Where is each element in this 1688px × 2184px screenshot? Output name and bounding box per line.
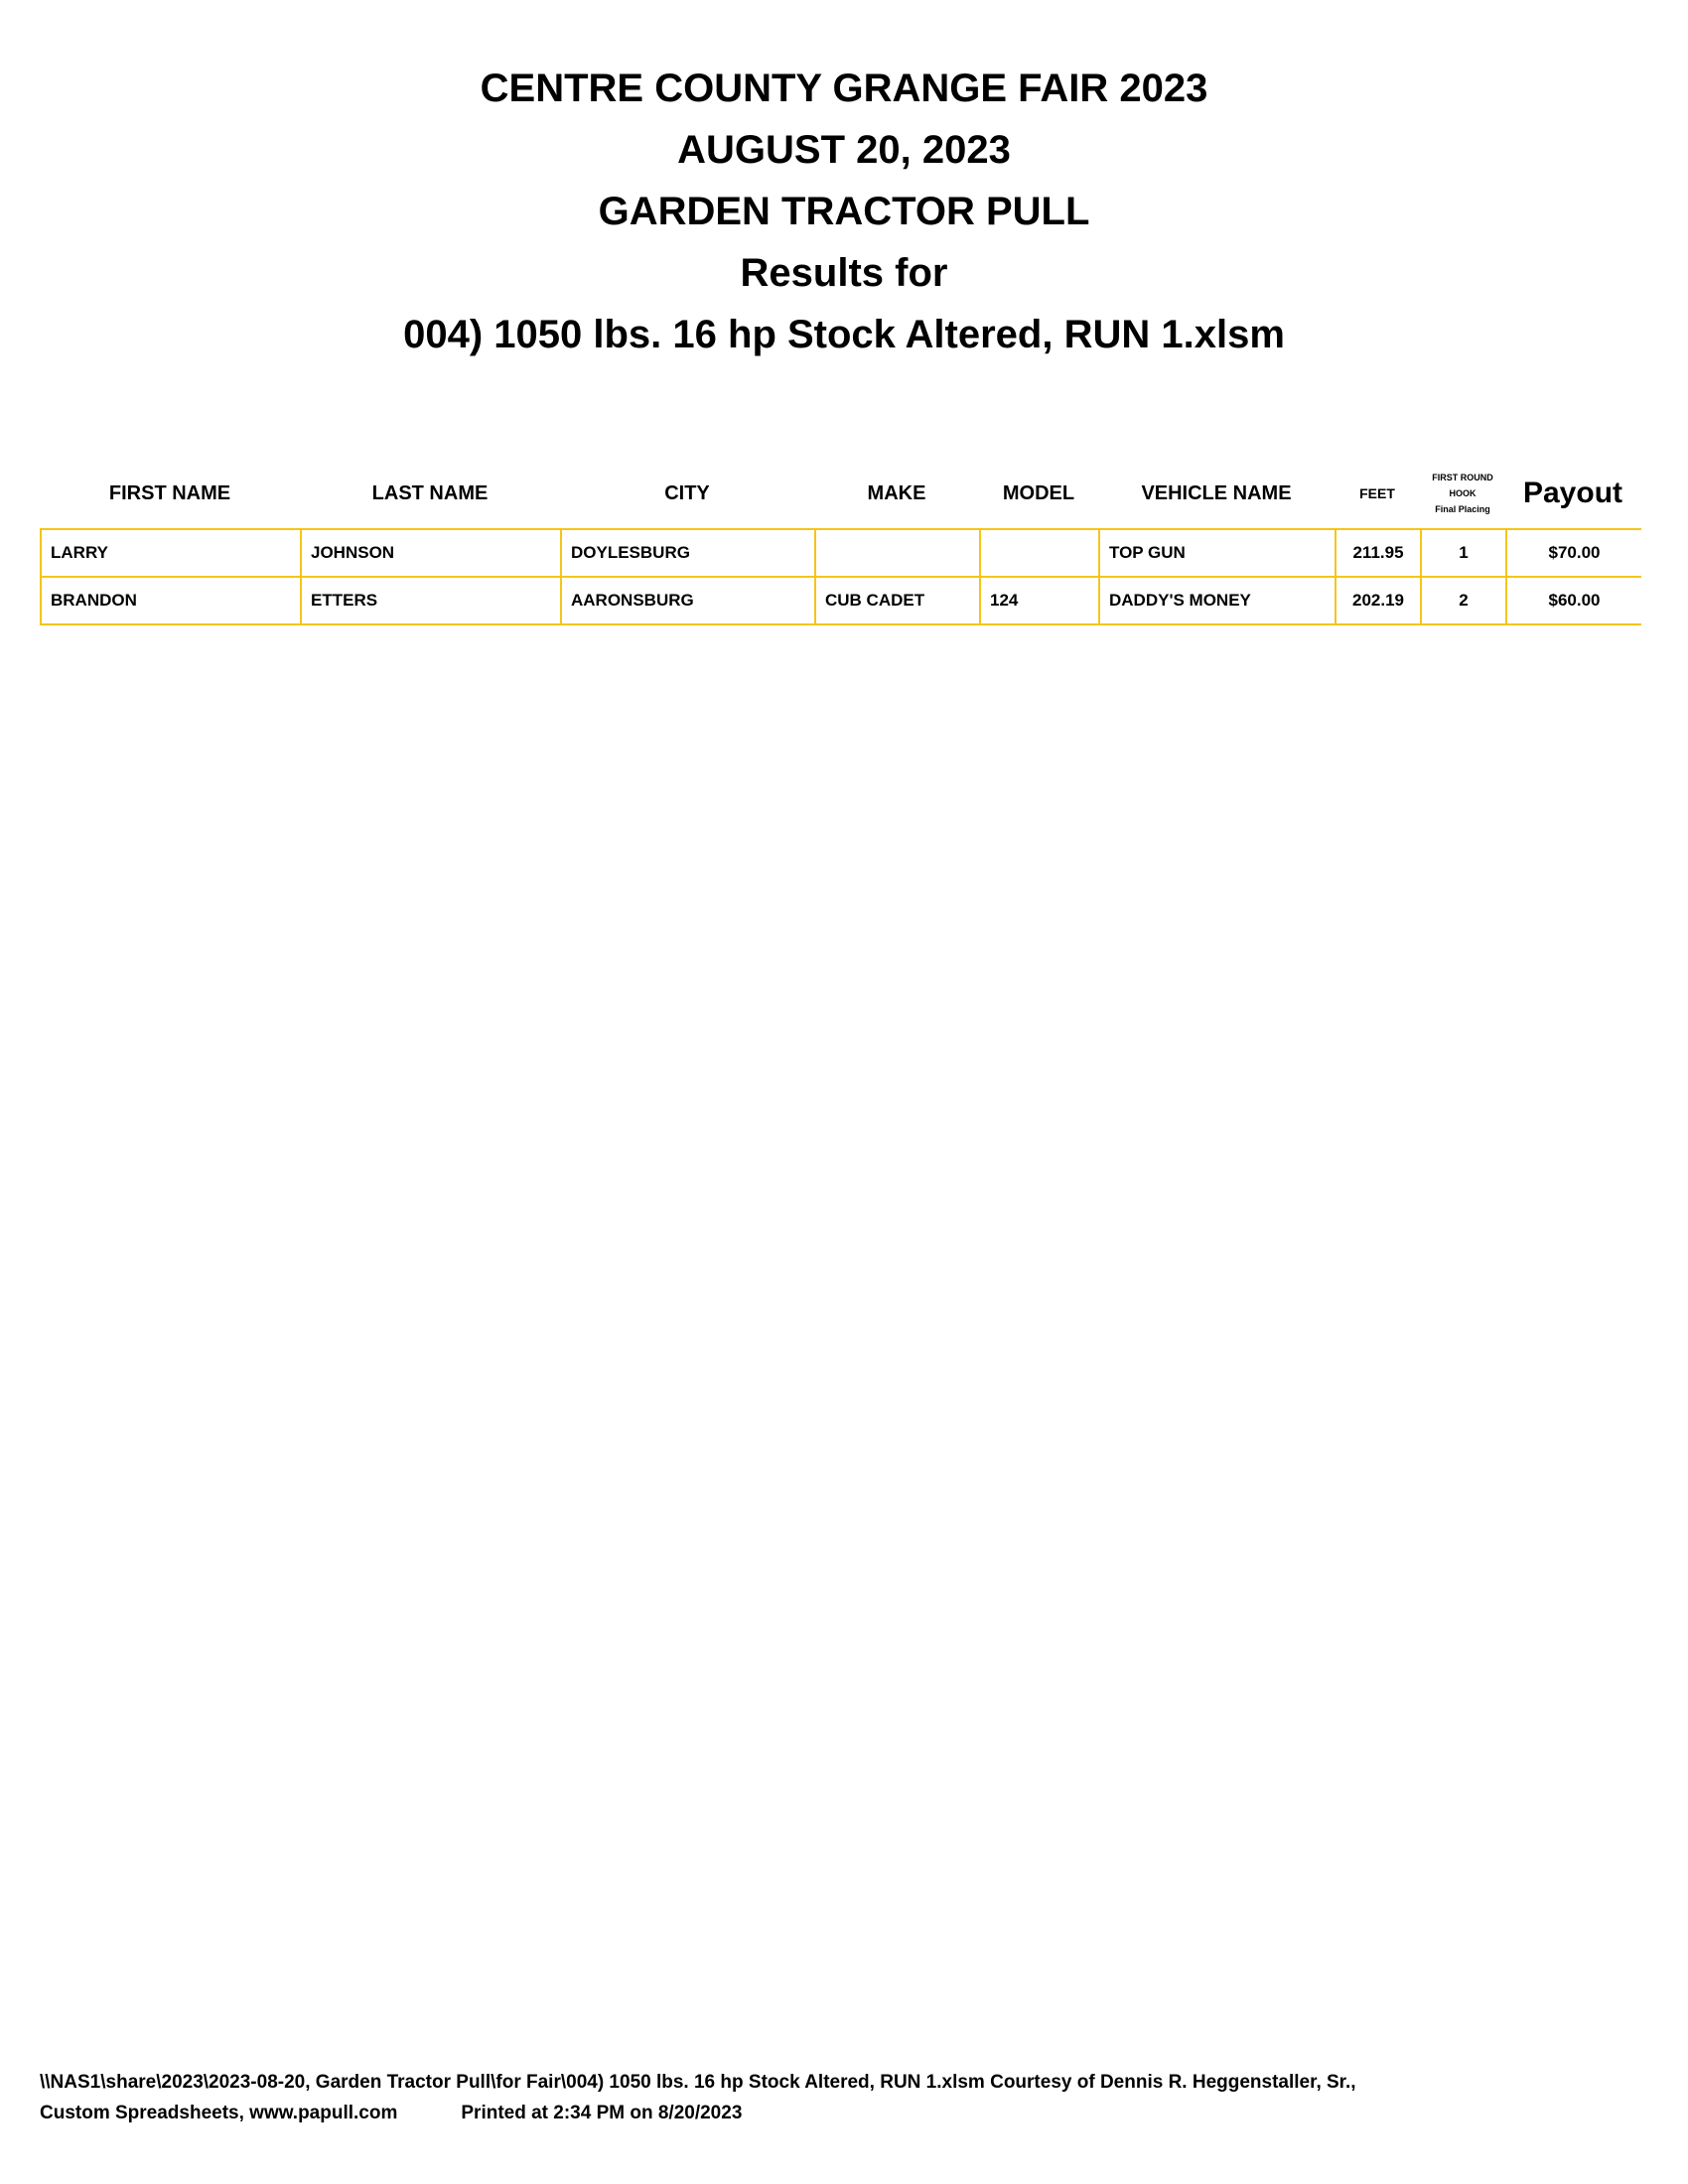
cell-payout: $60.00 — [1506, 577, 1641, 624]
page-title-results-for: Results for — [740, 251, 948, 295]
footer-file-path: \\NAS1\share\2023\2023-08-20, Garden Tractor Pull\for Fair\004) 1050 lbs. 16 hp Stock Altered, RUN 1.xlsm Courtesy of Dennis R. Heggenstaller, Sr., — [40, 2072, 1356, 2093]
cell-first-name: LARRY — [41, 529, 301, 577]
cell-city: DOYLESBURG — [561, 529, 815, 577]
cell-last-name: JOHNSON — [301, 529, 561, 577]
cell-feet: 202.19 — [1336, 577, 1421, 624]
cell-model: 124 — [980, 577, 1099, 624]
header-hook-placing — [1420, 459, 1505, 528]
table-row — [41, 529, 1641, 577]
header-city: CITY — [664, 481, 710, 504]
header-hook-line3: Final Placing — [1435, 504, 1490, 514]
header-feet: FEET — [1359, 485, 1395, 501]
footer-credits — [40, 2098, 1668, 2128]
cell-make: CUB CADET — [815, 577, 980, 624]
header-hook-line1: FIRST ROUND — [1432, 473, 1493, 482]
table-header — [40, 459, 1648, 528]
header-first-name: FIRST NAME — [108, 481, 231, 504]
cell-make — [815, 529, 980, 577]
header-payout: Payout — [1522, 477, 1623, 509]
cell-city: AARONSBURG — [561, 577, 815, 624]
cell-first-name: BRANDON — [41, 577, 301, 624]
header-last-name: LAST NAME — [371, 481, 489, 504]
results-table — [40, 528, 1641, 625]
page-title-event: CENTRE COUNTY GRANGE FAIR 2023 — [480, 67, 1208, 110]
page-footer — [40, 2067, 1668, 2128]
cell-feet: 211.95 — [1336, 529, 1421, 577]
table-row — [41, 577, 1641, 624]
header-make: MAKE — [867, 481, 926, 504]
footer-website: Custom Spreadsheets, www.papull.com — [40, 2103, 398, 2123]
page-title-class: 004) 1050 lbs. 16 hp Stock Altered, RUN 1.xlsm — [403, 313, 1285, 356]
cell-vehicle-name: DADDY'S MONEY — [1099, 577, 1336, 624]
header-vehicle-name: VEHICLE NAME — [1141, 481, 1292, 504]
cell-last-name: ETTERS — [301, 577, 561, 624]
title-block — [0, 58, 1688, 365]
page-title-competition: GARDEN TRACTOR PULL — [598, 190, 1090, 233]
header-hook-line2: HOOK — [1449, 488, 1477, 498]
cell-hook: 1 — [1421, 529, 1506, 577]
header-model: MODEL — [1002, 481, 1075, 504]
cell-hook: 2 — [1421, 577, 1506, 624]
cell-vehicle-name: TOP GUN — [1099, 529, 1336, 577]
footer-printed-at: Printed at 2:34 PM on 8/20/2023 — [461, 2103, 743, 2123]
page-title-date: AUGUST 20, 2023 — [677, 128, 1011, 172]
cell-model — [980, 529, 1099, 577]
cell-payout: $70.00 — [1506, 529, 1641, 577]
